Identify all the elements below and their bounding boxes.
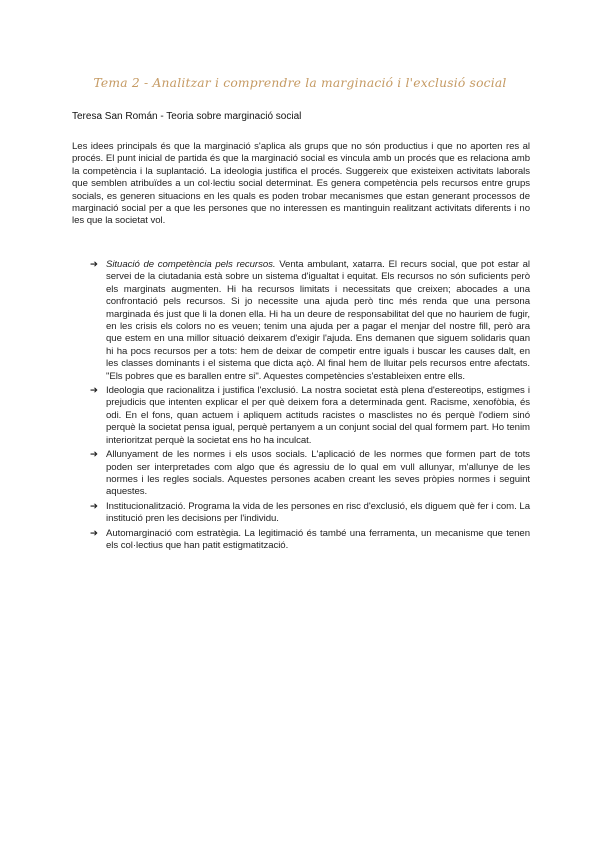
document-title: Tema 2 - Analitzar i comprendre la marginació i l'exclusió social [93,76,507,90]
list-item [90,528,530,553]
list-item-text: Venta ambulant, xatarra. El recurs social, que pot estar al servei de la ciutadania està sobre un sistema d'igualtat i equitat. Els recursos no són suficients però els marginats augmenten. Hi ha recursos limitats i necessitats que creixen; abocades a una confrontació pels recursos. Si jo necessite una ajuda però tinc més renda que una persona marginada és just que li la donen ella. Hi ha un deure de responsabilitat del que no hauriem de fugir, en les crisis els colors no es veuen; tenim una ajuda per a pagar el menjar del nostre fill, però ara que estem en una millor situació deixarem d'exigir l'ajuda. Ens demanen que siguem solidaris quan hi ha pocs recursos per a tots: hem de deixar de competir entre iguals i buscar les causes dalt, en les classes dominants i el sistema que dicta açò. Al final hem de lluitar pels recursos entre afectats. "Els pobres que es barallen entre si". Aquestes competències s'estableixen entre ells. [106,259,531,382]
list-item-text: Institucionalització. Programa la vida de les persones en risc d'exclusió, els diguem què fer i com. La institució pren les decisions per l'individu. [106,500,530,525]
list-item [90,259,530,383]
list-item-text: Ideologia que racionalitza i justifica l'exclusió. La nostra societat està plena d'estereotips, estigmes i prejudicis que intenten explicar el per què deixem fora a determinada gent. Racisme, xenofòbia, és odi. En el fons, quan actuem i apliquem actituds racistes o masclistes no és perquè l'odiem sinó perquè la societat pensa igual, perquè pertanyem a un conjunt social del qual formem part. Ho tenim interioritzat perquè la societat ens ho ha inculcat. [106,385,530,446]
list-item-text: Automarginació com estratègia. La legitimació és també una ferramenta, un mecanisme que tenen els col·lectius que han patit estigmatització. [106,527,530,551]
document-subtitle: Teresa San Román - Teoria sobre marginació social [72,111,302,122]
arrow-right-icon: ➔ [90,500,98,512]
arrow-right-icon: ➔ [90,385,98,397]
list-item [90,449,530,499]
arrow-right-icon: ➔ [90,259,98,270]
list-item [90,501,530,526]
list-item [90,385,530,447]
intro-paragraph: Les idees principals és que la marginació s'aplica als grups que no són productius i que no aporten res al procés. El punt inicial de partida és que la marginació social es vincula amb un procés que es relaciona amb la competència i la suplantació. La ideologia justifica el procés. Suggereix que existeixen activitats laborals que semblen atribuïdes a un col·lectiu social determinat. Es genera competència pels recursos entre grups socials, es generen situacions en les quals es poden trobar mecanismes que estan generant processos de marginació social per a que les persones que no interessen es mantinguin realitzant activitats diferents i no les que la societat vol. [72,141,530,227]
list-item-lead: Situació de competència pels recursos. [106,259,276,270]
bullet-list [90,259,530,554]
arrow-right-icon: ➔ [90,527,98,539]
arrow-right-icon: ➔ [90,449,98,461]
list-item-text: Allunyament de les normes i els usos socials. L'aplicació de les normes que formen part de tots poden ser interpretades com algo que és agressiu de lo qual em vull allunyar, m'allunye de les normes i les regles socials. Aquestes persones acaben creant les seves pròpies normes i seguint aquestes. [106,449,530,498]
